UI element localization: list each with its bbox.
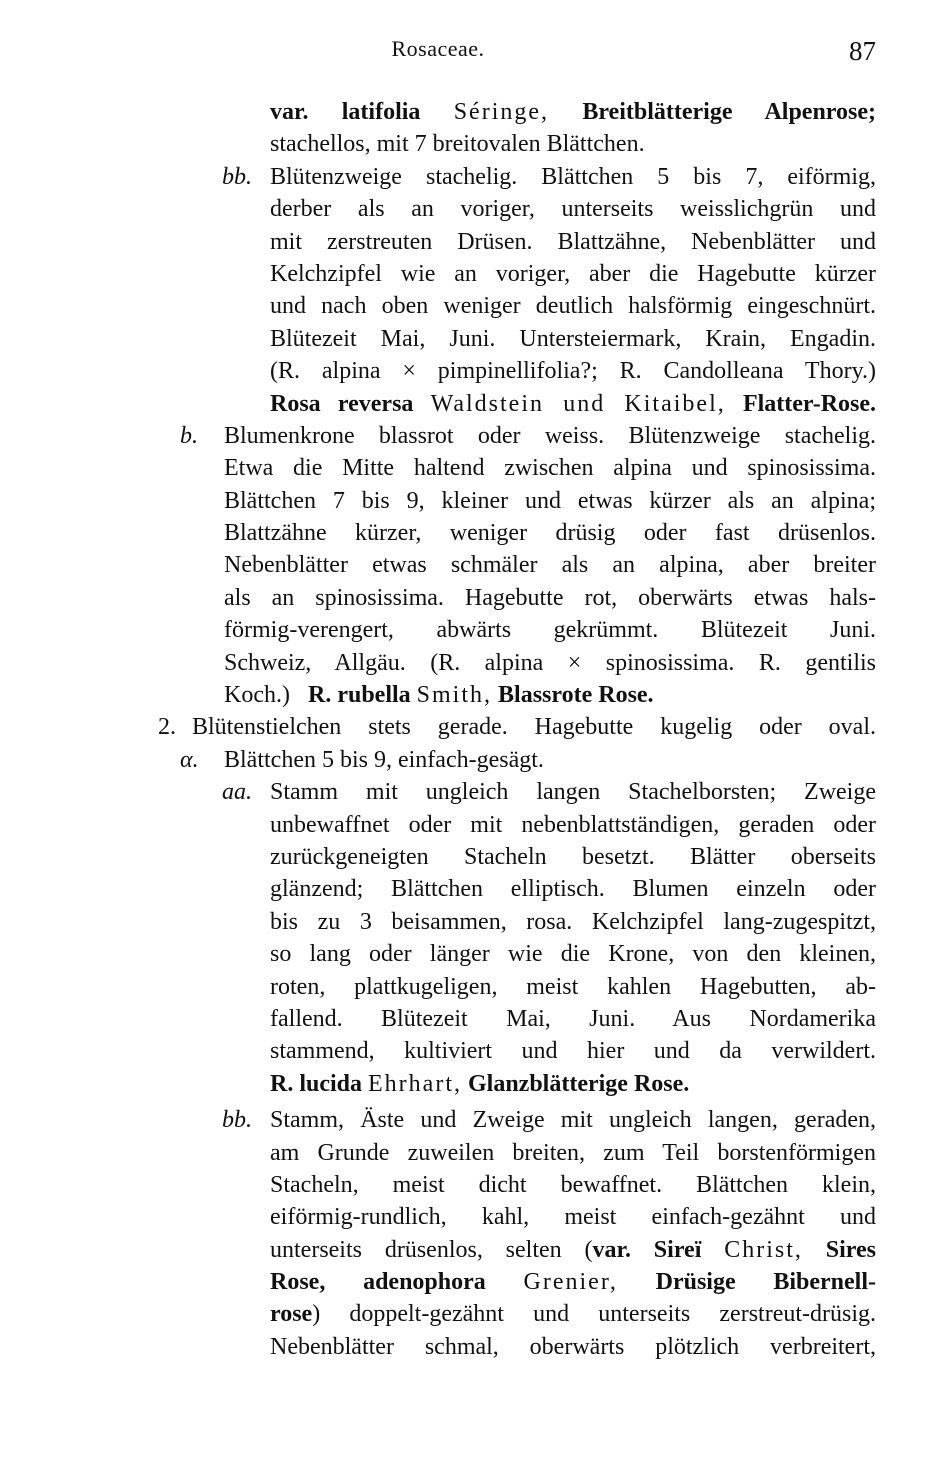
text-line: Stacheln, meist dicht bewaffnet. Blättchen klein, [270, 1171, 876, 1198]
common-name: Glanzblätterige Rose. [467, 1070, 690, 1097]
text-line [270, 1234, 876, 1266]
running-header-title: Rosaceae. [391, 36, 485, 61]
text-line [222, 776, 876, 808]
common-name: Blassrote Rose. [498, 682, 654, 709]
common-name: Flatter-Rose. [742, 390, 877, 417]
taxon-name: R. rubella [307, 682, 411, 709]
taxon-name: var. latifolia [270, 99, 421, 125]
taxon-name: var. Sireï [592, 1236, 702, 1263]
text-line: so lang oder länger wie die Krone, von den kleinen, [270, 941, 876, 968]
text-line: Etwa die Mitte haltend zwischen alpina und spinosissima. [224, 455, 876, 482]
taxon-author: Ehrhart, [368, 1070, 462, 1097]
list-marker: α. [180, 746, 199, 773]
text-line [158, 711, 876, 743]
text-line: stammend, kultiviert und hier und da verwildert. [270, 1038, 876, 1065]
text-line: unbewaffnet oder mit nebenblattständigen, geraden oder [270, 811, 876, 838]
list-marker: 2. [158, 714, 176, 741]
text-line: Nebenblätter schmal, oberwärts plötzlich verbreitert, [270, 1333, 876, 1360]
list-marker: b. [180, 422, 198, 449]
line-text: Blütenstielchen stets gerade. Hagebutte kugelig oder oval. [192, 714, 876, 741]
text-line [270, 1298, 876, 1330]
line-text: Stamm, Äste und Zweige mit ungleich langen, geraden, [270, 1107, 876, 1134]
taxon-name: Rosa reversa [270, 390, 414, 417]
text-line [270, 96, 876, 128]
common-name: Drüsige Bibernell- [655, 1269, 877, 1296]
page-number: 87 [849, 36, 876, 66]
text-line: Nebenblätter etwas schmäler als an alpina, aber breiter [224, 552, 876, 579]
text-line: Blattzähne kürzer, weniger drüsig oder fast drüsenlos. [224, 520, 876, 547]
taxon-name: R. lucida [270, 1070, 363, 1097]
line-text: unterseits drüsenlos, selten ( [270, 1236, 593, 1263]
text-line [270, 1068, 876, 1100]
text-line: (R. alpina × pimpinellifolia?; R. Candolleana Thory.) [270, 358, 876, 385]
text-line: derber als an voriger, unterseits weisslichgrün und [270, 196, 876, 223]
list-marker: aa. [222, 779, 252, 806]
taxon-author: Grenier, [523, 1269, 618, 1296]
text-line: als an spinosissima. Hagebutte rot, oberwärts etwas hals- [224, 584, 876, 611]
text-line: Blättchen 7 bis 9, kleiner und etwas kürzer als an alpina; [224, 487, 876, 514]
text-line: eiförmig-rundlich, kahl, meist einfach-gezähnt und [270, 1204, 876, 1231]
text-line [222, 1104, 876, 1136]
common-name: rose [270, 1301, 313, 1328]
taxon-author: Séringe, [453, 99, 550, 125]
line-text: Blättchen 5 bis 9, einfach-gesägt. [224, 746, 544, 773]
list-marker: bb. [222, 1107, 252, 1134]
text-line: Schweiz, Allgäu. (R. alpina × spinosissima. R. gentilis [224, 649, 876, 676]
taxon-author: Smith, [416, 682, 493, 709]
text-line [224, 679, 876, 711]
text-line [180, 420, 876, 452]
text-line: glänzend; Blättchen elliptisch. Blumen einzeln oder [270, 876, 876, 903]
text-line: zurückgeneigten Stacheln besetzt. Blätter oberseits [270, 843, 876, 870]
text-line: am Grunde zuweilen breiten, zum Teil borstenförmigen [270, 1139, 876, 1166]
text-line [180, 744, 876, 776]
text-line: und nach oben weniger deutlich halsförmig eingeschnürt. [270, 293, 876, 320]
text-line [270, 1266, 876, 1298]
line-text: Blumenkrone blassrot oder weiss. Blütenzweige stachelig. [224, 422, 876, 449]
common-name: Sires [825, 1236, 876, 1263]
text-line [222, 161, 876, 193]
list-marker: bb. [222, 163, 252, 190]
common-name: Rose, [270, 1269, 326, 1296]
taxon-name: adenophora [363, 1269, 486, 1296]
text-line: bis zu 3 beisammen, rosa. Kelchzipfel lang-zugespitzt, [270, 908, 876, 935]
line-text: Blütenzweige stachelig. Blättchen 5 bis 7, eiförmig, [270, 163, 876, 190]
text-line [270, 388, 876, 420]
text-line: fallend. Blütezeit Mai, Juni. Aus Nordamerika [270, 1005, 876, 1032]
text-line: mit zerstreuten Drüsen. Blattzähne, Nebenblätter und [270, 228, 876, 255]
text-line: Kelchzipfel wie an voriger, aber die Hagebutte kürzer [270, 260, 876, 287]
text-line: Blütezeit Mai, Juni. Untersteiermark, Krain, Engadin. [270, 325, 876, 352]
line-text: ) doppelt-gezähnt und unterseits zerstreut-drüsig. [312, 1301, 876, 1328]
text-line: roten, plattkugeligen, meist kahlen Hagebutten, ab- [270, 973, 876, 1000]
line-text: Koch.) [224, 682, 290, 709]
common-name: Breitblätterige Alpenrose; [582, 99, 876, 125]
text-line: förmig-verengert, abwärts gekrümmt. Blütezeit Juni. [224, 617, 876, 644]
body-text [0, 96, 930, 1363]
text-line: stachellos, mit 7 breitovalen Blättchen. [270, 131, 645, 158]
line-text: Stamm mit ungleich langen Stachelborsten; Zweige [270, 779, 876, 806]
taxon-author: Christ, [724, 1236, 803, 1263]
taxon-author: Waldstein und Kitaibel, [430, 390, 726, 417]
